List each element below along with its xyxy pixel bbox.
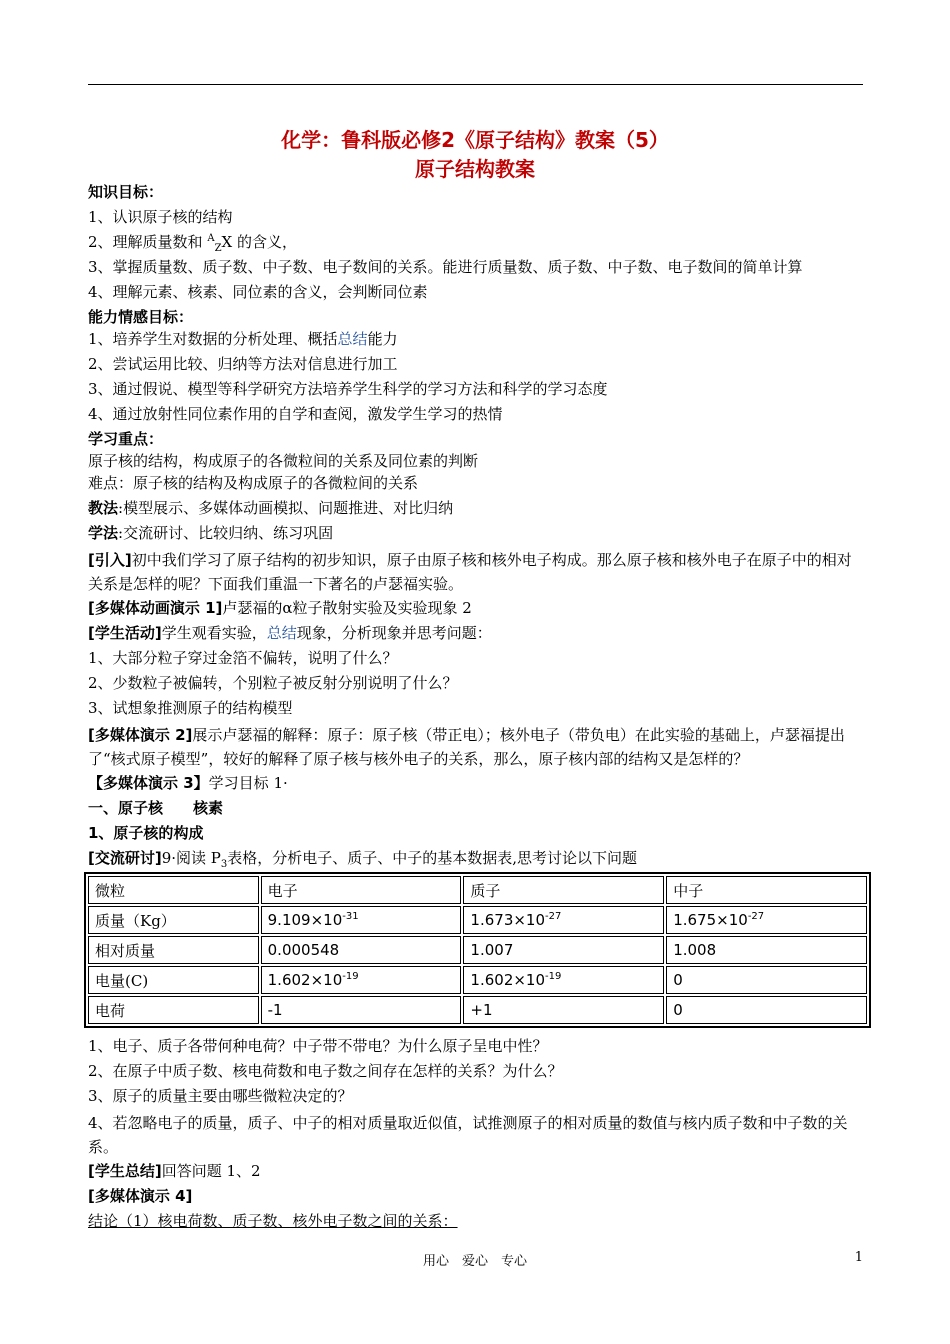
- table-cell: 0: [666, 966, 867, 994]
- ability-item-4: 4、通过放射性同位素作用的自学和查阅，激发学生学习的热情: [88, 405, 503, 423]
- table-row-label: 电荷: [88, 996, 259, 1024]
- ability-item-1: [88, 329, 865, 349]
- cell-exponent: -27: [545, 911, 562, 922]
- cell-value: 1.675×10: [673, 911, 748, 929]
- document-subtitle: 原子结构教案: [415, 157, 535, 181]
- question2-item-2: 2、在原子中质子数、核电荷数和电子数之间存在怎样的关系？为什么？: [88, 1062, 563, 1080]
- question2-item-3: 3、原子的质量主要由哪些微粒决定的？: [88, 1087, 353, 1105]
- summary-link[interactable]: 总结: [337, 330, 368, 348]
- page-subscript: 3: [220, 859, 228, 870]
- page-footer: 用心 爱心 专心: [422, 1254, 527, 1269]
- learning-method: [88, 523, 865, 543]
- knowledge-item-2: [88, 232, 865, 252]
- knowledge-item-2-text: 2、理解质量数和: [88, 233, 203, 251]
- nuclide-mass-number: A: [207, 233, 215, 244]
- table-cell: 0.000548: [261, 936, 462, 964]
- table-row-label: 相对质量: [88, 936, 259, 964]
- table-row-label: 电量(C): [88, 966, 259, 994]
- learning-method-text: :交流研讨、比较归纳、练习巩固: [118, 524, 334, 542]
- table-header-row: [88, 876, 867, 904]
- table-cell: [261, 906, 462, 934]
- table-header-cell: 电子: [261, 876, 462, 904]
- teaching-method: [88, 498, 865, 518]
- teaching-method-label: 教法: [88, 499, 119, 517]
- demo1-label: [多媒体动画演示 1]: [88, 599, 223, 617]
- demo2-label: [多媒体演示 2]: [88, 726, 193, 744]
- knowledge-item-4: 4、理解元素、核素、同位素的含义，会判断同位素: [88, 283, 428, 301]
- demo1-paragraph: [88, 598, 865, 618]
- ability-item-1-tail: 能力: [367, 330, 398, 348]
- table-cell: 0: [666, 996, 867, 1024]
- document-title: 化学：鲁科版必修2《原子结构》教案（5）: [281, 128, 669, 152]
- nuclide-atomic-number: Z: [214, 243, 222, 254]
- table-cell: [463, 966, 664, 994]
- document-body: [88, 182, 865, 1236]
- focus-text: 原子核的结构，构成原子的各微粒间的关系及同位素的判断: [88, 452, 479, 470]
- intro-label: [引入]: [88, 551, 132, 569]
- focus-heading: 学习重点：: [88, 430, 164, 448]
- table-cell: [261, 966, 462, 994]
- demo2-text: 展示卢瑟福的解释：原子：原子核（带正电）；核外电子（带负电）在此实验的基础上，卢瑟福提出了“核式原子模型”，较好的解释了原子核与核外电子的关系，那么，原子核内部的结构又是怎样的？: [88, 726, 845, 768]
- question1-item-1: 1、大部分粒子穿过金箔不偏转，说明了什么？: [88, 649, 398, 667]
- summary-paragraph: [88, 1161, 865, 1181]
- cell-exponent: -19: [545, 971, 562, 982]
- knowledge-item-1: 1、认识原子核的结构: [88, 208, 233, 226]
- table-cell: +1: [463, 996, 664, 1024]
- table-header-cell: 质子: [463, 876, 664, 904]
- activity-paragraph: [88, 623, 865, 643]
- ability-heading: 能力情感目标：: [88, 308, 194, 326]
- table-cell: [463, 906, 664, 934]
- table-cell: 1.007: [463, 936, 664, 964]
- knowledge-item-3: 3、掌握质量数、质子数、中子数、电子数间的关系。能进行质量数、质子数、中子数、电子数间的简单计算: [88, 258, 803, 276]
- knowledge-heading: 知识目标：: [88, 183, 164, 201]
- cell-exponent: -31: [342, 911, 359, 922]
- demo3-text: 学习目标 1·: [208, 774, 288, 792]
- particle-data-table: [84, 872, 871, 1028]
- table-cell: [666, 906, 867, 934]
- table-header-cell: 中子: [666, 876, 867, 904]
- cell-exponent: -27: [747, 911, 765, 922]
- difficulty-text: 难点：原子核的结构及构成原子的各微粒间的关系: [88, 474, 419, 492]
- discussion-paragraph: [88, 848, 865, 868]
- page-number: 1: [854, 1250, 863, 1265]
- summary-link-2[interactable]: 总结: [266, 624, 297, 642]
- summary-text: 回答问题 1、2: [161, 1162, 261, 1180]
- discussion-tail: 表格，分析电子、质子、中子的基本数据表,思考讨论以下问题: [227, 849, 638, 867]
- demo3-paragraph: [88, 773, 865, 793]
- conclusion-text: 结论（1）核电荷数、质子数、核外电子数之间的关系：: [88, 1212, 458, 1230]
- table-cell: 1.008: [666, 936, 867, 964]
- table-row: [88, 996, 867, 1024]
- demo2-paragraph: [88, 723, 865, 771]
- activity-tail: 现象，分析现象并思考问题：: [296, 624, 492, 642]
- activity-label: [学生活动]: [88, 624, 162, 642]
- cell-exponent: -19: [342, 971, 359, 982]
- ability-item-1-text: 1、培养学生对数据的分析处理、概括: [88, 330, 338, 348]
- intro-text: 初中我们学习了原子结构的初步知识，原子由原子核和核外电子构成。那么原子核和核外电子在原子中的相对关系是怎样的呢？下面我们重温一下著名的卢瑟福实验。: [88, 551, 852, 593]
- summary-label: [学生总结]: [88, 1162, 162, 1180]
- section-heading-1-1: 1、原子核的构成: [88, 824, 204, 842]
- cell-value: 1.673×10: [470, 911, 546, 929]
- question1-item-3: 3、试想象推测原子的结构模型: [88, 699, 293, 717]
- table-row: [88, 906, 867, 934]
- cell-value: 1.602×10: [267, 971, 343, 989]
- question2-item-4: 4、若忽略电子的质量，质子、中子的相对质量取近似值，试推测原子的相对质量的数值与核内质子数和中子数的关系。: [88, 1114, 848, 1156]
- table-header-cell: 微粒: [88, 876, 259, 904]
- question1-item-2: 2、少数粒子被偏转，个别粒子被反射分别说明了什么？: [88, 674, 458, 692]
- demo1-text: 卢瑟福的α粒子散射实验及实验现象 2: [222, 599, 472, 617]
- table-cell: -1: [261, 996, 462, 1024]
- discussion-label: [交流研讨]: [88, 849, 162, 867]
- cell-value: 1.602×10: [470, 971, 546, 989]
- discussion-text: 9·阅读 P: [161, 849, 221, 867]
- cell-value: 9.109×10: [267, 911, 343, 929]
- teaching-method-text: :模型展示、多媒体动画模拟、问题推进、对比归纳: [118, 499, 454, 517]
- question2-item-1: 1、电子、质子各带何种电荷？中子带不带电？为什么原子呈电中性？: [88, 1037, 548, 1055]
- learning-method-label: 学法: [88, 524, 119, 542]
- demo4-label: [多媒体演示 4]: [88, 1187, 193, 1205]
- demo3-label: 【多媒体演示 3】: [88, 774, 209, 792]
- ability-item-3: 3、通过假说、模型等科学研究方法培养学生科学的学习方法和科学的学习态度: [88, 380, 608, 398]
- knowledge-item-2-tail: X 的含义，: [221, 233, 297, 251]
- table-row: [88, 936, 867, 964]
- intro-paragraph: [88, 548, 865, 596]
- table-row: [88, 966, 867, 994]
- table-row-label: 质量（Kg）: [88, 906, 259, 934]
- section-heading-1: 一、原子核 核素: [88, 799, 224, 817]
- activity-text: 学生观看实验，: [161, 624, 267, 642]
- header-rule: [88, 84, 863, 85]
- ability-item-2: 2、尝试运用比较、归纳等方法对信息进行加工: [88, 355, 398, 373]
